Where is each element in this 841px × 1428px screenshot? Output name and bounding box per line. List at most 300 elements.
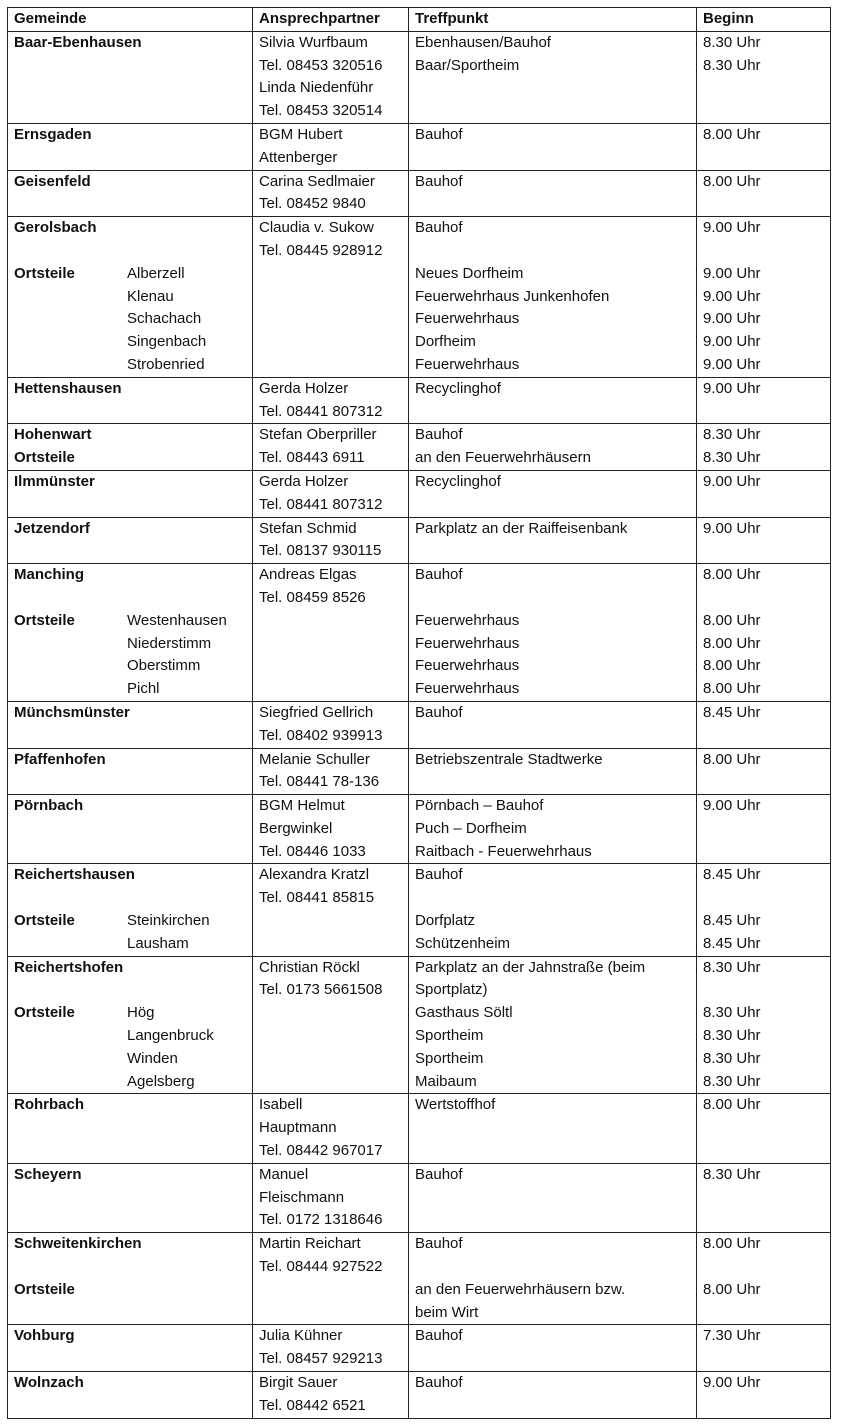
start-time-line: 9.00 Uhr — [703, 264, 761, 282]
meeting-point-line: Sportplatz) — [415, 981, 488, 999]
start-time-line: 8.30 Uhr — [703, 1027, 761, 1045]
contact-line: Tel. 08453 320514 — [259, 102, 383, 120]
start-time-cell — [697, 1372, 831, 1419]
gemeinde-line — [14, 55, 246, 78]
contact-line — [259, 610, 402, 633]
meeting-point-line: Bauhof — [415, 219, 463, 237]
contact-line: Tel. 08459 8526 — [259, 588, 366, 606]
gemeinde-line — [14, 678, 246, 701]
ortsteil-name: Langenbruck — [127, 1027, 214, 1045]
start-time-cell — [697, 170, 831, 217]
contact-line — [259, 1302, 402, 1325]
contact-line: Gerda Holzer — [259, 472, 349, 490]
gemeinde-line: Pfaffenhofen — [14, 750, 106, 768]
gemeinde-line — [14, 354, 246, 377]
gemeinde-line — [14, 1117, 246, 1140]
start-time-line: 8.30 Uhr — [703, 1004, 761, 1022]
gemeinde-line — [14, 655, 246, 678]
start-time-line — [703, 1117, 824, 1140]
ortsteil-name: Steinkirchen — [127, 912, 210, 930]
gemeinde-line: Ortsteile — [14, 449, 75, 467]
start-time-line: 9.00 Uhr — [703, 1374, 761, 1392]
meeting-point-cell — [409, 170, 697, 217]
meeting-point-line: Bauhof — [415, 703, 463, 721]
meeting-point-line: Feuerwehrhaus — [415, 310, 520, 328]
contact-cell — [253, 217, 409, 378]
gemeinde-line: Hohenwart — [14, 426, 92, 444]
meeting-point-cell — [409, 701, 697, 748]
contact-cell — [253, 123, 409, 170]
meeting-point-line: Parkplatz an der Jahnstraße (beim — [415, 958, 646, 976]
meeting-point-line — [415, 100, 690, 123]
table-row — [8, 517, 831, 564]
indent-spacer — [14, 1395, 127, 1418]
gemeinde-line: Münchsmünster — [14, 703, 130, 721]
meeting-point-cell — [409, 1325, 697, 1372]
meeting-point-line: Dorfplatz — [415, 912, 476, 930]
gemeinde-cell — [8, 424, 253, 471]
indent-spacer — [14, 678, 127, 701]
start-time-line — [703, 1187, 824, 1210]
meeting-point-line: Feuerwehrhaus — [415, 680, 520, 698]
gemeinde-cell — [8, 564, 253, 702]
contact-cell — [253, 864, 409, 956]
gemeinde-line — [14, 725, 246, 748]
gemeinde-line — [14, 633, 246, 656]
start-time-line: 9.00 Uhr — [703, 797, 761, 815]
contact-line: Tel. 0173 5661508 — [259, 981, 383, 999]
table-row — [8, 748, 831, 795]
meeting-point-line: Feuerwehrhaus — [415, 634, 520, 652]
header-treffpunkt: Treffpunkt — [409, 8, 697, 32]
gemeinde-line: Vohburg — [14, 1327, 75, 1345]
start-time-line: 8.30 Uhr — [703, 1165, 761, 1183]
meeting-point-line — [415, 1209, 690, 1232]
contact-cell — [253, 701, 409, 748]
meeting-point-line: Bauhof — [415, 1165, 463, 1183]
start-time-line — [703, 1209, 824, 1232]
contact-line: Tel. 08441 807312 — [259, 402, 383, 420]
start-time-line: 9.00 Uhr — [703, 310, 761, 328]
start-time-cell — [697, 864, 831, 956]
meeting-point-line: Maibaum — [415, 1072, 477, 1090]
start-time-line — [703, 77, 824, 100]
gemeinde-cell — [8, 31, 253, 123]
indent-spacer — [14, 1071, 127, 1094]
start-time-line: 9.00 Uhr — [703, 379, 761, 397]
contact-cell — [253, 1325, 409, 1372]
contact-line — [259, 1071, 402, 1094]
table-row — [8, 377, 831, 424]
meeting-point-line: Sportheim — [415, 1027, 484, 1045]
meeting-point-line — [415, 725, 690, 748]
indent-spacer — [14, 771, 127, 794]
gemeinde-line — [14, 1348, 246, 1371]
contact-cell — [253, 1233, 409, 1325]
meeting-point-line: Ebenhausen/Bauhof — [415, 33, 551, 51]
ortsteile-label: Ortsteile — [14, 611, 75, 629]
contact-line — [259, 678, 402, 701]
meeting-point-line: Bauhof — [415, 1235, 463, 1253]
start-time-line — [703, 401, 824, 424]
contact-cell — [253, 748, 409, 795]
contact-cell — [253, 795, 409, 864]
start-time-line — [703, 540, 824, 563]
gemeinde-cell — [8, 517, 253, 564]
ortsteil-name: Strobenried — [127, 355, 205, 373]
gemeinde-line: Ernsgaden — [14, 125, 92, 143]
meeting-point-line — [415, 401, 690, 424]
indent-spacer — [14, 1048, 127, 1071]
start-time-line: 8.00 Uhr — [703, 1096, 761, 1114]
start-time-line: 7.30 Uhr — [703, 1327, 761, 1345]
contact-line: Tel. 08137 930115 — [259, 542, 382, 560]
gemeinde-line — [14, 887, 246, 910]
indent-spacer — [14, 331, 127, 354]
contact-line: Tel. 08446 1033 — [259, 842, 366, 860]
contact-line: Siegfried Gellrich — [259, 703, 374, 721]
indent-spacer — [14, 147, 127, 170]
start-time-cell — [697, 564, 831, 702]
gemeinde-cell — [8, 1325, 253, 1372]
gemeinde-cell — [8, 795, 253, 864]
contact-cell — [253, 1094, 409, 1163]
meeting-point-cell — [409, 795, 697, 864]
meeting-point-line: Betriebszentrale Stadtwerke — [415, 750, 603, 768]
contact-cell — [253, 470, 409, 517]
contact-line: Birgit Sauer — [259, 1374, 338, 1392]
gemeinde-cell — [8, 1233, 253, 1325]
meeting-point-line — [415, 494, 690, 517]
gemeinde-line — [14, 1071, 246, 1094]
meeting-point-line — [415, 77, 690, 100]
gemeinde-cell — [8, 956, 253, 1094]
start-time-line: 8.00 Uhr — [703, 634, 761, 652]
contact-line: Tel. 08402 939913 — [259, 726, 383, 744]
meeting-point-line — [415, 771, 690, 794]
contact-line: Tel. 08441 78-136 — [259, 773, 380, 791]
contact-line: Christian Röckl — [259, 958, 360, 976]
start-time-line: 9.00 Uhr — [703, 333, 761, 351]
ortsteil-name: Alberzell — [127, 264, 185, 282]
contact-line: Tel. 08441 85815 — [259, 889, 375, 907]
ortsteil-name: Niederstimm — [127, 634, 212, 652]
ortsteil-name: Hög — [127, 1004, 155, 1022]
contact-line: Alexandra Kratzl — [259, 866, 370, 884]
table-row — [8, 217, 831, 378]
start-time-line: 9.00 Uhr — [703, 355, 761, 373]
ortsteile-label: Ortsteile — [14, 1004, 75, 1022]
start-time-line: 8.45 Uhr — [703, 934, 761, 952]
gemeinde-line — [14, 331, 246, 354]
contact-line — [259, 286, 402, 309]
gemeinde-cell — [8, 470, 253, 517]
ortsteile-label: Ortsteile — [14, 264, 75, 282]
start-time-line — [703, 1256, 824, 1279]
start-time-line: 8.30 Uhr — [703, 33, 761, 51]
start-time-line — [703, 725, 824, 748]
gemeinde-line — [14, 910, 246, 933]
meeting-point-line: Dorfheim — [415, 333, 476, 351]
gemeinde-line — [14, 263, 246, 286]
indent-spacer — [14, 55, 127, 78]
start-time-line — [703, 887, 824, 910]
start-time-line: 8.30 Uhr — [703, 56, 761, 74]
start-time-line — [703, 1348, 824, 1371]
table-row — [8, 424, 831, 471]
gemeinde-cell — [8, 170, 253, 217]
start-time-line: 8.00 Uhr — [703, 125, 761, 143]
gemeinde-cell — [8, 701, 253, 748]
indent-spacer — [14, 1140, 127, 1163]
contact-cell — [253, 31, 409, 123]
start-time-cell — [697, 31, 831, 123]
start-time-line — [703, 240, 824, 263]
meeting-point-line: Bauhof — [415, 172, 463, 190]
header-ansprechpartner: Ansprechpartner — [253, 8, 409, 32]
meeting-point-line — [415, 1187, 690, 1210]
indent-spacer — [14, 1209, 127, 1232]
table-row — [8, 795, 831, 864]
start-time-line: 8.30 Uhr — [703, 426, 761, 444]
indent-spacer — [14, 240, 127, 263]
start-time-line: 9.00 Uhr — [703, 219, 761, 237]
meeting-point-cell — [409, 748, 697, 795]
indent-spacer — [14, 100, 127, 123]
meeting-point-cell — [409, 956, 697, 1094]
meeting-point-cell — [409, 564, 697, 702]
table-row — [8, 123, 831, 170]
meeting-point-cell — [409, 470, 697, 517]
start-time-line — [703, 1395, 824, 1418]
gemeinde-line — [14, 818, 246, 841]
start-time-line: 8.00 Uhr — [703, 680, 761, 698]
start-time-line — [703, 147, 824, 170]
table-row — [8, 956, 831, 1094]
start-time-cell — [697, 956, 831, 1094]
meeting-point-cell — [409, 864, 697, 956]
start-time-cell — [697, 424, 831, 471]
gemeinde-cell — [8, 1163, 253, 1232]
contact-line — [259, 655, 402, 678]
gemeinde-line: Schweitenkirchen — [14, 1235, 142, 1253]
meeting-point-line: Feuerwehrhaus — [415, 611, 520, 629]
contact-line — [259, 308, 402, 331]
gemeinde-cell — [8, 217, 253, 378]
meeting-point-line: Feuerwehrhaus — [415, 355, 520, 373]
header-row — [8, 8, 831, 32]
start-time-line: 8.00 Uhr — [703, 1235, 761, 1253]
start-time-cell — [697, 217, 831, 378]
contact-line — [259, 633, 402, 656]
meeting-point-cell — [409, 377, 697, 424]
start-time-line: 8.00 Uhr — [703, 611, 761, 629]
start-time-cell — [697, 517, 831, 564]
gemeinde-line — [14, 147, 246, 170]
indent-spacer — [14, 1302, 127, 1325]
contact-line: Tel. 08444 927522 — [259, 1258, 383, 1276]
start-time-line — [703, 100, 824, 123]
ortsteil-name: Westenhausen — [127, 611, 227, 629]
meeting-point-line — [415, 193, 690, 216]
table-row — [8, 864, 831, 956]
start-time-line: 9.00 Uhr — [703, 519, 761, 537]
gemeinde-line: Reichertshofen — [14, 958, 124, 976]
contact-cell — [253, 517, 409, 564]
start-time-line — [703, 1302, 824, 1325]
gemeinde-line — [14, 308, 246, 331]
indent-spacer — [14, 1348, 127, 1371]
gemeinde-line: Pörnbach — [14, 797, 84, 815]
start-time-line: 8.00 Uhr — [703, 566, 761, 584]
meeting-point-line: Feuerwehrhaus — [415, 657, 520, 675]
meeting-point-line: Bauhof — [415, 1327, 463, 1345]
gemeinde-cell — [8, 1094, 253, 1163]
meeting-point-line: Bauhof — [415, 125, 463, 143]
gemeinde-line: Manching — [14, 566, 84, 584]
start-time-line: 8.45 Uhr — [703, 912, 761, 930]
meeting-point-line: beim Wirt — [415, 1303, 479, 1321]
meeting-point-line — [415, 587, 690, 610]
gemeinde-line — [14, 1302, 246, 1325]
start-time-cell — [697, 377, 831, 424]
start-time-line: 8.00 Uhr — [703, 172, 761, 190]
start-time-cell — [697, 1233, 831, 1325]
start-time-line — [703, 771, 824, 794]
meeting-point-line: Feuerwehrhaus Junkenhofen — [415, 287, 610, 305]
meeting-point-line — [415, 1256, 690, 1279]
meeting-point-table — [7, 7, 831, 1419]
meeting-point-line — [415, 147, 690, 170]
start-time-line — [703, 587, 824, 610]
contact-line — [259, 1048, 402, 1071]
gemeinde-line: Jetzendorf — [14, 519, 90, 537]
ortsteil-name: Pichl — [127, 680, 160, 698]
gemeinde-line — [14, 540, 246, 563]
meeting-point-cell — [409, 1372, 697, 1419]
contact-line: Attenberger — [259, 148, 338, 166]
contact-line: Carina Sedlmaier — [259, 172, 375, 190]
gemeinde-line: Ilmmünster — [14, 472, 95, 490]
start-time-line — [703, 193, 824, 216]
contact-line — [259, 933, 402, 956]
gemeinde-line: Baar-Ebenhausen — [14, 33, 142, 51]
meeting-point-line: an den Feuerwehrhäusern bzw. — [415, 1280, 626, 1298]
contact-line — [259, 263, 402, 286]
gemeinde-line — [14, 286, 246, 309]
gemeinde-line: Rohrbach — [14, 1096, 85, 1114]
meeting-point-line: Pörnbach – Bauhof — [415, 797, 544, 815]
start-time-line: 8.00 Uhr — [703, 657, 761, 675]
meeting-point-line — [415, 1117, 690, 1140]
gemeinde-line — [14, 610, 246, 633]
indent-spacer — [14, 587, 127, 610]
table-row — [8, 564, 831, 702]
start-time-cell — [697, 1163, 831, 1232]
gemeinde-line — [14, 933, 246, 956]
indent-spacer — [14, 841, 127, 864]
gemeinde-line — [14, 771, 246, 794]
meeting-point-line — [415, 540, 690, 563]
start-time-line: 8.30 Uhr — [703, 958, 761, 976]
indent-spacer — [14, 354, 127, 377]
contact-line: Bergwinkel — [259, 819, 333, 837]
header-beginn: Beginn — [697, 8, 831, 32]
ortsteil-name: Singenbach — [127, 333, 207, 351]
gemeinde-line — [14, 1209, 246, 1232]
contact-line: Gerda Holzer — [259, 379, 349, 397]
gemeinde-line — [14, 193, 246, 216]
gemeinde-line: Geisenfeld — [14, 172, 91, 190]
contact-line: Fleischmann — [259, 1188, 345, 1206]
start-time-line: 8.30 Uhr — [703, 1072, 761, 1090]
gemeinde-line: Gerolsbach — [14, 219, 97, 237]
gemeinde-line — [14, 587, 246, 610]
meeting-point-line: Parkplatz an der Raiffeisenbank — [415, 519, 628, 537]
table-row — [8, 1233, 831, 1325]
contact-line: Martin Reichart — [259, 1235, 361, 1253]
start-time-cell — [697, 470, 831, 517]
meeting-point-cell — [409, 1094, 697, 1163]
gemeinde-line: Wolnzach — [14, 1374, 84, 1392]
contact-cell — [253, 424, 409, 471]
meeting-point-line — [415, 887, 690, 910]
contact-line: Julia Kühner — [259, 1327, 343, 1345]
contact-line: Linda Niedenführ — [259, 79, 374, 97]
gemeinde-line — [14, 77, 246, 100]
gemeinde-cell — [8, 748, 253, 795]
meeting-point-line: Sportheim — [415, 1049, 484, 1067]
gemeinde-line — [14, 1187, 246, 1210]
indent-spacer — [14, 655, 127, 678]
contact-cell — [253, 1163, 409, 1232]
gemeinde-line — [14, 1256, 246, 1279]
contact-cell — [253, 1372, 409, 1419]
contact-line: Manuel — [259, 1165, 309, 1183]
table-row — [8, 1372, 831, 1419]
start-time-cell — [697, 795, 831, 864]
contact-line: Tel. 08442 967017 — [259, 1142, 383, 1160]
contact-line: Melanie Schuller — [259, 750, 370, 768]
meeting-point-line: Bauhof — [415, 566, 463, 584]
indent-spacer — [14, 286, 127, 309]
contact-line: Claudia v. Sukow — [259, 219, 374, 237]
gemeinde-line — [14, 841, 246, 864]
indent-spacer — [14, 1256, 127, 1279]
gemeinde-line — [14, 1395, 246, 1418]
table-row — [8, 31, 831, 123]
table-row — [8, 470, 831, 517]
contact-line: Tel. 08452 9840 — [259, 195, 366, 213]
indent-spacer — [14, 725, 127, 748]
contact-line: Tel. 08443 6911 — [259, 449, 365, 467]
start-time-line: 8.45 Uhr — [703, 703, 761, 721]
gemeinde-line — [14, 1140, 246, 1163]
start-time-line: 8.30 Uhr — [703, 449, 761, 467]
contact-cell — [253, 956, 409, 1094]
ortsteil-name: Lausham — [127, 934, 189, 952]
contact-cell — [253, 564, 409, 702]
start-time-cell — [697, 1325, 831, 1372]
meeting-point-line: Wertstoffhof — [415, 1096, 496, 1114]
contact-line: BGM Helmut — [259, 797, 345, 815]
contact-line — [259, 354, 402, 377]
indent-spacer — [14, 933, 127, 956]
table-row — [8, 701, 831, 748]
indent-spacer — [14, 77, 127, 100]
meeting-point-line: Bauhof — [415, 1374, 463, 1392]
contact-line: Andreas Elgas — [259, 566, 357, 584]
